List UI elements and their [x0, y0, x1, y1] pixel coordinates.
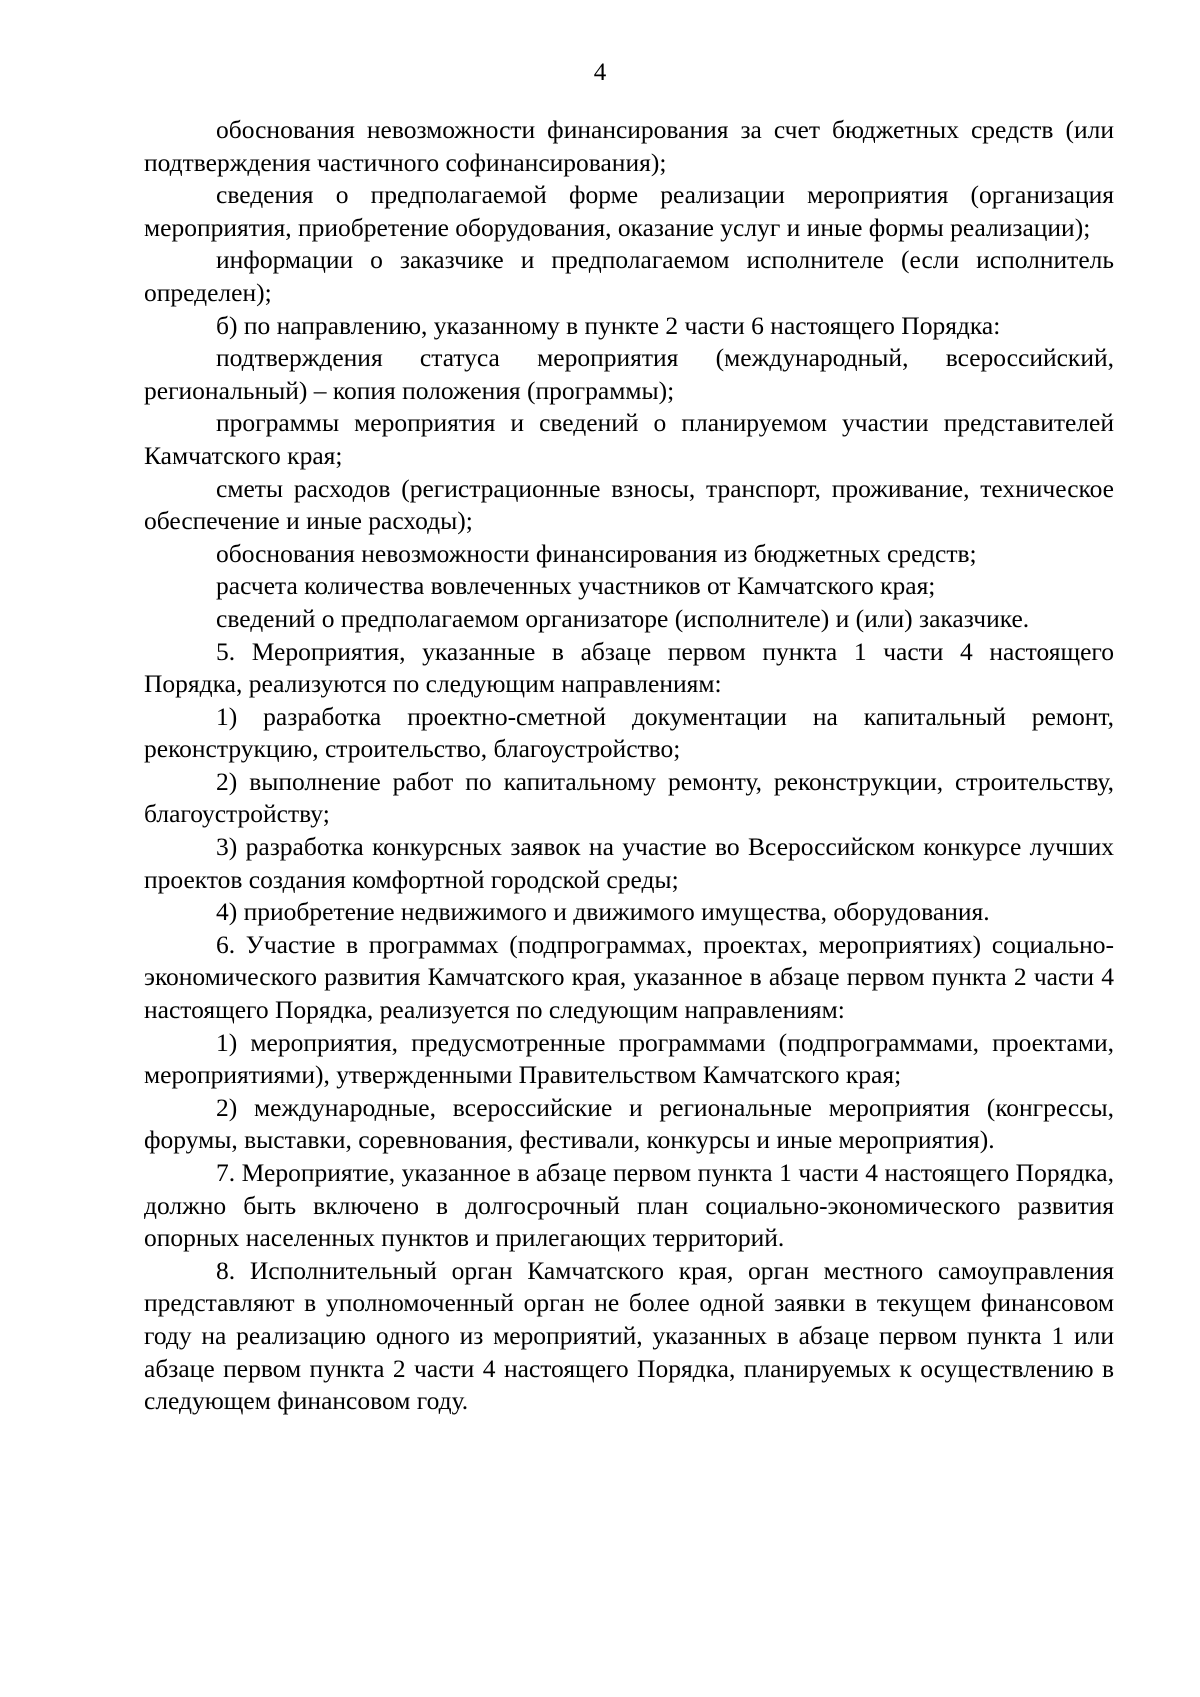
page-number: 4	[593, 59, 607, 86]
paragraph: 2) международные, всероссийские и региональные мероприятия (конгрессы, форумы, выставки, соревнования, фестивали, конкурсы и иные мероприятия).	[144, 1092, 1114, 1155]
paragraph: 6. Участие в программах (подпрограммах, проектах, мероприятиях) социально-экономического развития Камчатского края, указанное в абзаце первом пункта 2 части 4 настоящего Порядка, реализуется по следующим направлениям:	[144, 929, 1114, 1025]
paragraph: 7. Мероприятие, указанное в абзаце первом пункта 1 части 4 настоящего Порядка, должно быть включено в долгосрочный план социально-экономического развития опорных населенных пунктов и прилегающих территорий.	[144, 1158, 1114, 1253]
paragraph: обоснования невозможности финансирования из бюджетных средств;	[216, 538, 977, 568]
paragraph: 1) мероприятия, предусмотренные программами (подпрограммами, проектами, мероприятиями), утвержденными Правительством Камчатского края;	[144, 1027, 1114, 1090]
paragraph: программы мероприятия и сведений о планируемом участии представителей Камчатского края;	[144, 408, 1114, 470]
paragraph: сведения о предполагаемой форме реализации мероприятия (организация мероприятия, приобретение оборудования, оказание услуг и иные формы реализации);	[144, 180, 1114, 242]
paragraph: б) по направлению, указанному в пункте 2 части 6 настоящего Порядка:	[216, 310, 1001, 340]
paragraph: 1) разработка проектно-сметной документации на капитальный ремонт, реконструкцию, строительство, благоустройство;	[144, 701, 1114, 764]
paragraph: 5. Мероприятия, указанные в абзаце первом пункта 1 части 4 настоящего Порядка, реализуются по следующим направлениям:	[144, 636, 1114, 699]
document-body	[144, 114, 1114, 1418]
paragraph: расчета количества вовлеченных участников от Камчатского края;	[216, 571, 936, 601]
paragraph: обоснования невозможности финансирования за счет бюджетных средств (или подтверждения частичного софинансирования);	[144, 115, 1114, 177]
paragraph: подтверждения статуса мероприятия (международный, всероссийский, региональный) – копия положения (программы);	[144, 343, 1114, 405]
paragraph: 2) выполнение работ по капитальному ремонту, реконструкции, строительству, благоустройству;	[144, 766, 1114, 829]
paragraph: 4) приобретение недвижимого и движимого имущества, оборудования.	[216, 897, 990, 927]
paragraph: 8. Исполнительный орган Камчатского края, орган местного самоуправления представляют в уполномоченный орган не более одной заявки в текущем финансовом году на реализацию одного из мероприятий, указанных в абзаце первом пункта 1 или абзаце первом пункта 2 части 4 настоящего Порядка, планируемых к осуществлению в следующем финансовом году.	[144, 1255, 1114, 1416]
paragraph: 3) разработка конкурсных заявок на участие во Всероссийском конкурсе лучших проектов создания комфортной городской среды;	[144, 832, 1114, 894]
paragraph: сведений о предполагаемом организаторе (исполнителе) и (или) заказчике.	[216, 603, 1030, 633]
paragraph: информации о заказчике и предполагаемом исполнителе (если исполнитель определен);	[144, 245, 1114, 307]
paragraph: сметы расходов (регистрационные взносы, транспорт, проживание, техническое обеспечение и иные расходы);	[144, 473, 1114, 536]
